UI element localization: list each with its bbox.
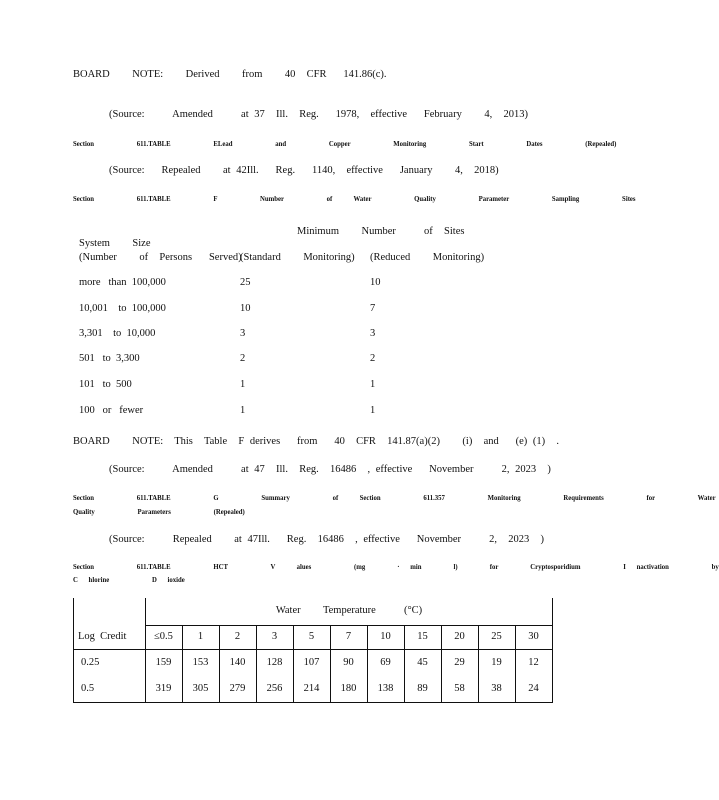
table-header: 20: [454, 631, 465, 642]
table-cell: 1: [240, 405, 246, 416]
source-note: (Source: Repealed at 47Ill. Reg. 16486 , effective November 2, 2023 ): [109, 534, 545, 545]
source-note: (Source: Repealed at 42Ill. Reg. 1140, effective January 4, 2018): [109, 165, 499, 176]
table-header: 2: [234, 631, 241, 642]
table-cell: more than 100,000: [79, 277, 166, 288]
table-cell: 319: [155, 683, 172, 694]
table-header: 7: [345, 631, 352, 642]
table-header: (Standard Monitoring): [240, 252, 355, 263]
table-cell: 138: [377, 683, 394, 694]
table-cell: 2: [240, 353, 246, 364]
table-header: System Size: [79, 238, 151, 249]
table-cell: 2: [370, 353, 376, 364]
table-cell: 29: [454, 657, 465, 668]
table-cell: 69: [380, 657, 391, 668]
table-header: 30: [528, 631, 539, 642]
table-cell: 10: [240, 303, 251, 314]
table-cell: 3,301 to 10,000: [79, 328, 156, 339]
table-cell: 180: [340, 683, 357, 694]
table-border: [73, 649, 553, 650]
table-cell: 107: [303, 657, 320, 668]
ct-values-table: [73, 598, 553, 703]
table-cell: 214: [303, 683, 320, 694]
table-cell: 12: [528, 657, 539, 668]
table-cell: 256: [266, 683, 283, 694]
table-border: [145, 625, 553, 626]
table-cell: 38: [491, 683, 502, 694]
table-cell: 1: [240, 379, 246, 390]
section-heading: C hlorine D ioxide: [73, 575, 185, 584]
table-cell: 58: [454, 683, 465, 694]
table-cell: 10,001 to 100,000: [79, 303, 166, 314]
table-cell: 90: [343, 657, 354, 668]
table-cell: 153: [192, 657, 209, 668]
table-header: (Reduced Monitoring): [370, 252, 485, 263]
table-cell: 100 or fewer: [79, 405, 144, 416]
table-cell: 128: [266, 657, 283, 668]
table-header: 1: [197, 631, 204, 642]
table-header: 10: [380, 631, 391, 642]
table-cell: 0.25: [81, 657, 100, 668]
table-cell: 89: [417, 683, 428, 694]
source-note: (Source: Amended at 47 Ill. Reg. 16486 , effective November 2, 2023 ): [109, 464, 551, 475]
section-heading: Quality Parameters (Repealed): [73, 507, 245, 516]
table-header: Water Temperature (°C): [275, 605, 423, 616]
table-cell: 7: [370, 303, 376, 314]
table-cell: 1: [370, 379, 376, 390]
table-border: [73, 702, 553, 703]
table-cell: 0.5: [81, 683, 95, 694]
board-note: BOARD NOTE: Derived from 40 CFR 141.86(c).: [73, 69, 387, 80]
section-heading: Section 611.TABLE ELead and Copper Monitoring Start Dates (Repealed): [73, 139, 617, 148]
table-header: Minimum Number of Sites: [297, 226, 465, 237]
table-cell: 19: [491, 657, 502, 668]
table-cell: 1: [370, 405, 376, 416]
board-note: BOARD NOTE: This Table F derives from 40 CFR 141.87(a)(2) (i) and (e) (1) .: [73, 436, 560, 447]
table-cell: 45: [417, 657, 428, 668]
table-header: Log Credit: [78, 631, 127, 642]
section-heading: Section 611.TABLE G Summary of Section 611.357 Monitoring Requirements for Water: [73, 493, 716, 502]
table-header: 15: [417, 631, 428, 642]
table-border: [73, 598, 74, 703]
table-cell: 10: [370, 277, 381, 288]
table-cell: 501 to 3,300: [79, 353, 140, 364]
table-cell: 159: [155, 657, 172, 668]
source-note: (Source: Amended at 37 Ill. Reg. 1978, effective February 4, 2013): [109, 109, 528, 120]
section-heading: Section 611.TABLE F Number of Water Quality Parameter Sampling Sites: [73, 194, 636, 203]
table-header: ≤0.5: [154, 631, 173, 642]
section-heading: Section 611.TABLE HCT V alues (mg · min l) for Cryptosporidium I nactivation by: [73, 562, 719, 571]
table-cell: 140: [229, 657, 246, 668]
table-cell: 25: [240, 277, 251, 288]
table-cell: 3: [240, 328, 246, 339]
table-cell: 101 to 500: [79, 379, 132, 390]
table-cell: 305: [192, 683, 209, 694]
table-header: (Number of Persons Served): [79, 252, 242, 263]
table-cell: 279: [229, 683, 246, 694]
table-cell: 3: [370, 328, 376, 339]
table-header: 25: [491, 631, 502, 642]
table-header: 5: [308, 631, 315, 642]
table-cell: 24: [528, 683, 539, 694]
table-header: 3: [271, 631, 278, 642]
